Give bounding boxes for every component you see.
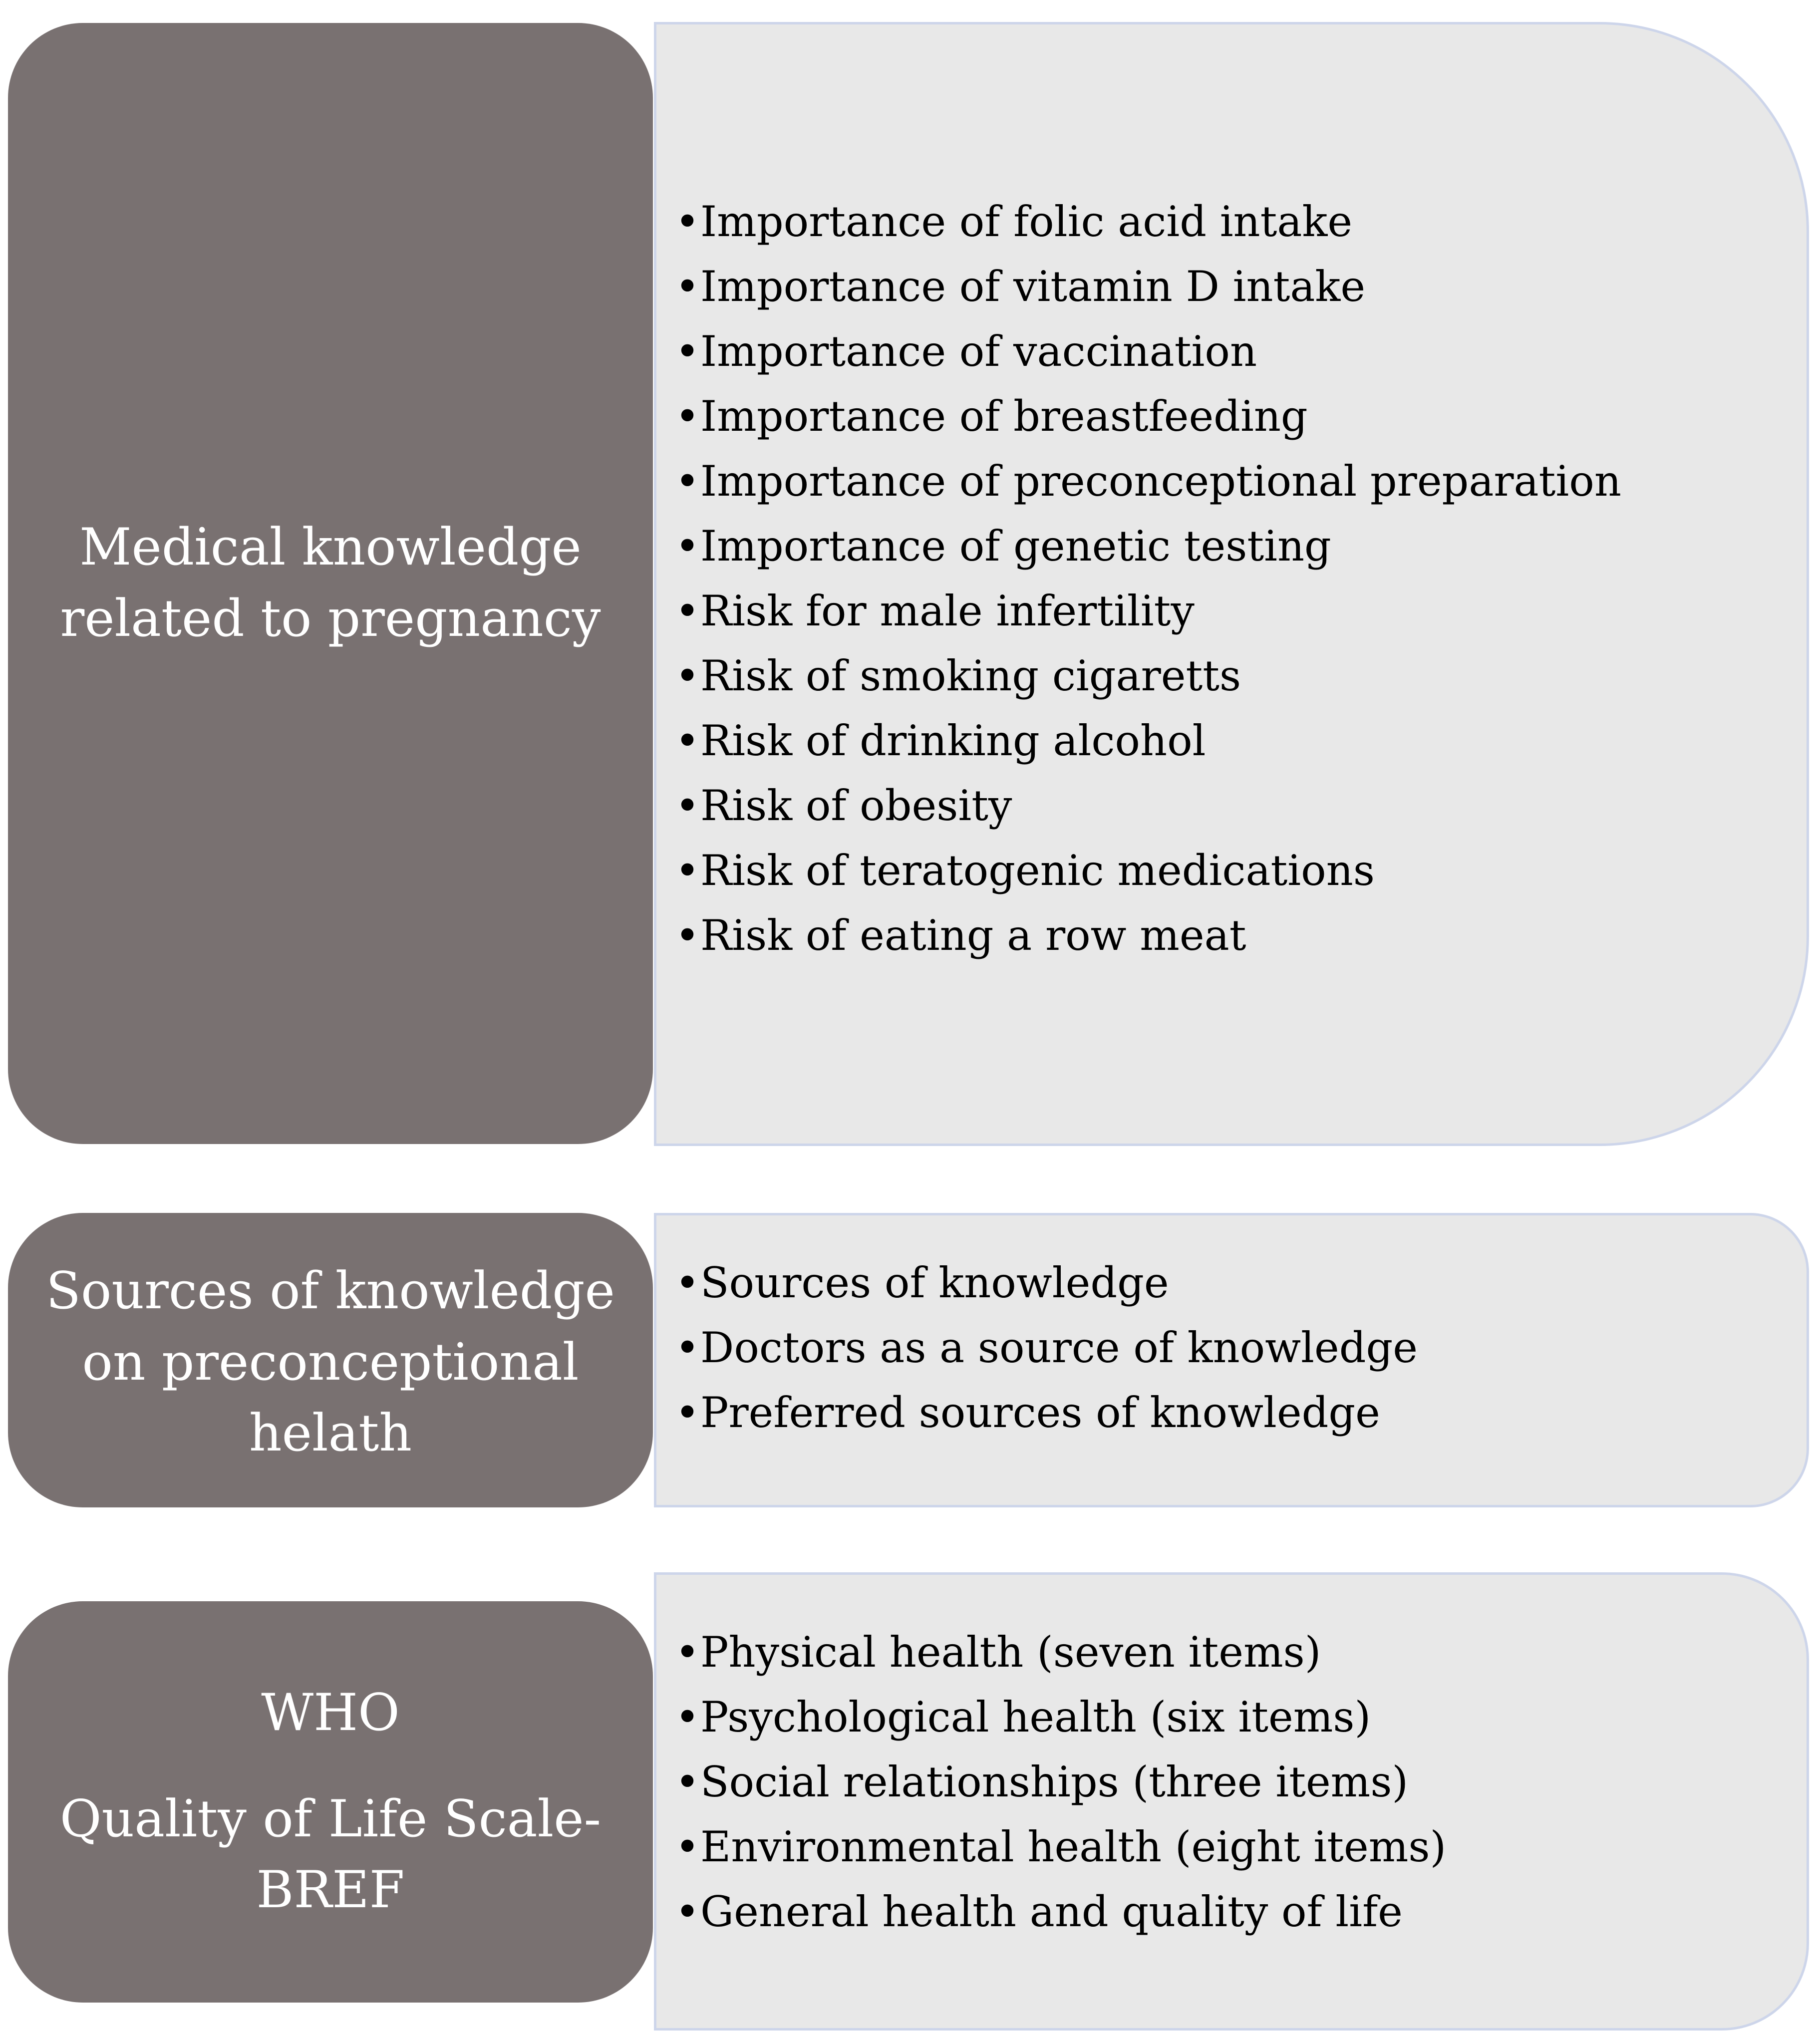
list-item-text: Importance of breastfeeding: [700, 392, 1308, 441]
bullet-icon: •: [675, 1258, 700, 1307]
bullet-icon: •: [675, 1887, 700, 1936]
bullet-icon: •: [675, 846, 700, 895]
list-item-text: Importance of preconceptional preparation: [700, 457, 1621, 506]
list-item-text: General health and quality of life: [700, 1887, 1403, 1936]
bullet-list: [674, 1250, 1418, 1445]
label-line: Sources of knowledge: [46, 1261, 615, 1321]
list-item: [674, 838, 1621, 903]
list-item-text: Risk of drinking alcohol: [700, 716, 1206, 765]
list-item: [674, 1814, 1446, 1879]
section-label-sources-of-knowledge: [8, 1213, 653, 1507]
list-item: [674, 1620, 1446, 1685]
list-item: [674, 1380, 1418, 1445]
list-item: [674, 1685, 1446, 1749]
list-item: [674, 1250, 1418, 1315]
list-item-text: Doctors as a source of knowledge: [700, 1323, 1418, 1372]
label-line: helath: [249, 1404, 412, 1463]
label-line: related to pregnancy: [60, 589, 601, 648]
label-line: Quality of Life Scale-: [59, 1789, 602, 1849]
bullet-icon: •: [675, 586, 700, 635]
list-item-text: Importance of genetic testing: [700, 522, 1331, 571]
list-item-text: Preferred sources of knowledge: [700, 1388, 1380, 1437]
list-item: [674, 1315, 1418, 1380]
label-line: Medical knowledge: [79, 518, 582, 578]
list-item-text: Importance of vitamin D intake: [700, 262, 1366, 311]
bullet-icon: •: [675, 197, 700, 246]
list-item: [674, 579, 1621, 643]
bullet-icon: •: [675, 392, 700, 441]
section-list-who-qol-bref: [654, 1572, 1809, 2031]
bullet-icon: •: [675, 327, 700, 376]
label-line: BREF: [256, 1860, 405, 1920]
bullet-icon: •: [675, 651, 700, 700]
bullet-icon: •: [675, 911, 700, 960]
list-item: [674, 643, 1621, 708]
section-list-medical-knowledge: [654, 22, 1809, 1146]
list-item: [674, 384, 1621, 449]
section-label-medical-knowledge: [8, 23, 653, 1144]
bullet-icon: •: [675, 1693, 700, 1742]
bullet-icon: •: [675, 1628, 700, 1677]
bullet-icon: •: [675, 1757, 700, 1806]
list-item-text: Social relationships (three items): [700, 1757, 1409, 1806]
bullet-icon: •: [675, 1822, 700, 1871]
list-item: [674, 773, 1621, 838]
list-item: [674, 1749, 1446, 1814]
list-item: [674, 708, 1621, 773]
bullet-list: [674, 189, 1621, 968]
list-item: [674, 449, 1621, 514]
list-item: [674, 189, 1621, 254]
bullet-list: [674, 1620, 1446, 1944]
bullet-icon: •: [675, 1323, 700, 1372]
list-item-text: Importance of folic acid intake: [700, 197, 1353, 246]
list-item-text: Environmental health (eight items): [700, 1822, 1447, 1871]
list-item-text: Importance of vaccination: [700, 327, 1257, 376]
list-item-text: Risk of eating a row meat: [700, 911, 1246, 960]
list-item-text: Physical health (seven items): [700, 1628, 1321, 1677]
list-item: [674, 903, 1621, 968]
bullet-icon: •: [675, 522, 700, 571]
label-line: on preconceptional: [82, 1332, 579, 1392]
list-item-text: Psychological health (six items): [700, 1693, 1371, 1742]
list-item: [674, 254, 1621, 319]
list-item: [674, 319, 1621, 384]
section-label-who-qol-bref: [8, 1601, 653, 2003]
list-item: [674, 514, 1621, 579]
list-item: [674, 1879, 1446, 1944]
list-item-text: Risk for male infertility: [700, 586, 1195, 635]
label-line: WHO: [261, 1683, 400, 1743]
bullet-icon: •: [675, 1388, 700, 1437]
list-item-text: Risk of smoking cigaretts: [700, 651, 1241, 700]
bullet-icon: •: [675, 781, 700, 830]
section-list-sources-of-knowledge: [654, 1213, 1809, 1507]
list-item-text: Sources of knowledge: [700, 1258, 1169, 1307]
list-item-text: Risk of teratogenic medications: [700, 846, 1375, 895]
bullet-icon: •: [675, 262, 700, 311]
bullet-icon: •: [675, 716, 700, 765]
list-item-text: Risk of obesity: [700, 781, 1012, 830]
bullet-icon: •: [675, 457, 700, 506]
